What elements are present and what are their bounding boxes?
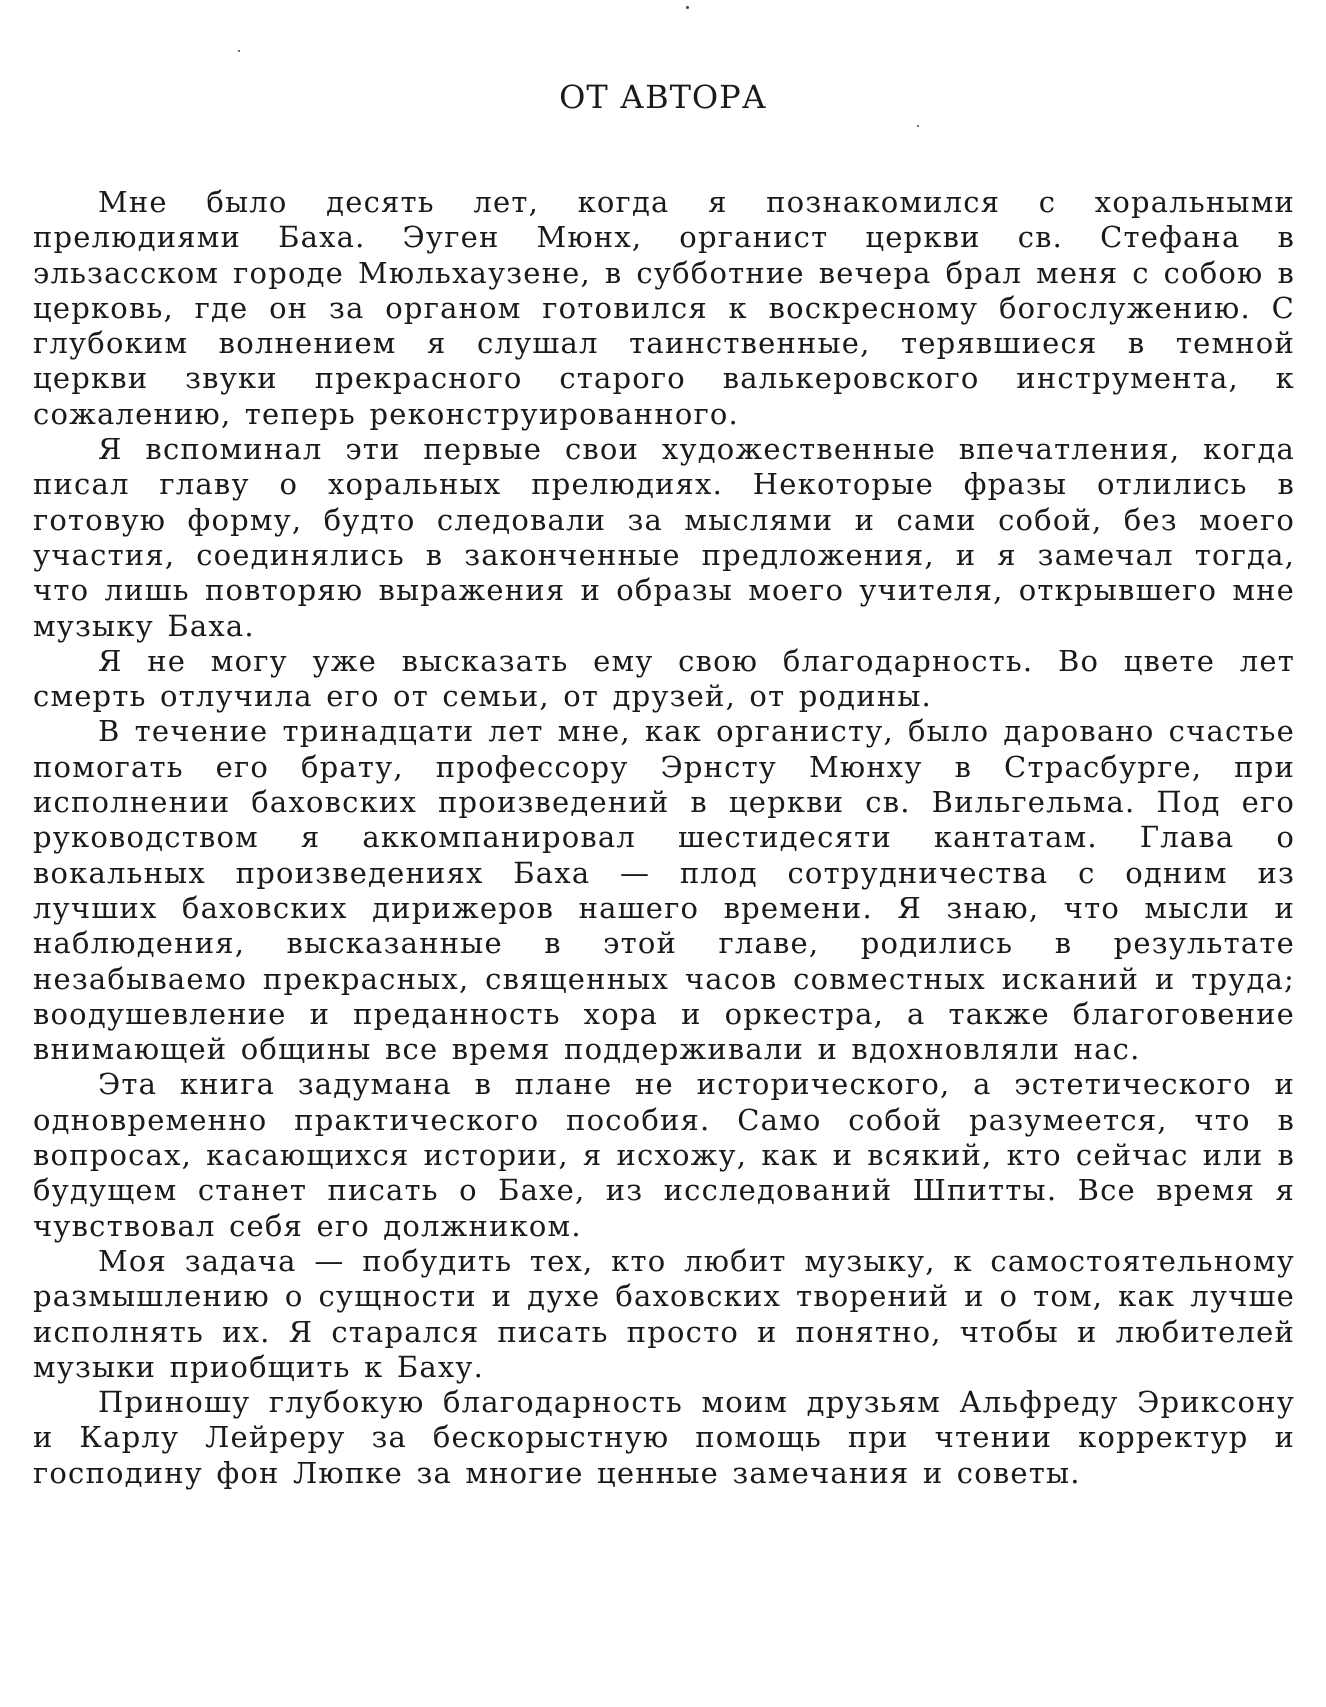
scan-speck bbox=[917, 125, 919, 127]
paragraph: Мне было десять лет, когда я познакомился с хоральными прелюдиями Баха. Эуген Мюнх, органист церкви св. Стефана в эльзасском городе Мюльхаузене, в субботние вечера брал меня с собою в церковь, где он за органом готовился к воскресному богослужению. С глубоким волнением я слушал таинственные, терявшиеся в темной церкви звуки прекрасного старого валькеровского инструмента, к сожалению, теперь реконструированного. bbox=[33, 185, 1295, 431]
paragraph: Приношу глубокую благодарность моим друзьям Альфреду Эриксону и Карлу Лейреру за бескорыстную помощь при чтении корректур и господину фон Люпке за многие ценные замечания и советы. bbox=[33, 1385, 1295, 1490]
paragraph: Я не могу уже высказать ему свою благодарность. Во цвете лет смерть отлучила его от семьи, от друзей, от родины. bbox=[33, 643, 1295, 714]
foreword-body bbox=[33, 185, 1295, 1491]
paragraph: В течение тринадцати лет мне, как органисту, было даровано счастье помогать его брату, профессору Эрнсту Мюнху в Страсбурге, при исполнении баховских произведений в церкви св. Вильгельма. Под его руководством я аккомпанировал шестидесяти кантатам. Глава о вокальных произведениях Баха — плод сотрудничества с одним из лучших баховских дирижеров нашего времени. Я знаю, что мысли и наблюдения, высказанные в этой главе, родились в результате незабываемо прекрасных, священных часов совместных исканий и труда; воодушевление и преданность хора и оркестра, а также благоговение внимающей общины все время поддерживали и вдохновляли нас. bbox=[33, 714, 1295, 1067]
paragraph: Эта книга задумана в плане не исторического, а эстетического и одновременно практического пособия. Само собой разумеется, что в вопросах, касающихся истории, я исхожу, как и всякий, кто сейчас или в будущем станет писать о Бахе, из исследований Шпитты. Все время я чувствовал себя его должником. bbox=[33, 1067, 1295, 1243]
scan-speck bbox=[686, 6, 689, 9]
scan-speck bbox=[238, 50, 240, 52]
paragraph: Я вспоминал эти первые свои художественные впечатления, когда писал главу о хоральных прелюдиях. Некоторые фразы отлились в готовую форму, будто следовали за мыслями и сами собой, без моего участия, соединялись в законченные предложения, и я замечал тогда, что лишь повторяю выражения и образы моего учителя, открывшего мне музыку Баха. bbox=[33, 432, 1295, 643]
paragraph: Моя задача — побудить тех, кто любит музыку, к самостоятельному размышлению о сущности и духе баховских творений и о том, как лучше исполнять их. Я старался писать просто и понятно, чтобы и любителей музыки приобщить к Баху. bbox=[33, 1243, 1295, 1384]
page-title: ОТ АВТОРА bbox=[559, 78, 767, 116]
